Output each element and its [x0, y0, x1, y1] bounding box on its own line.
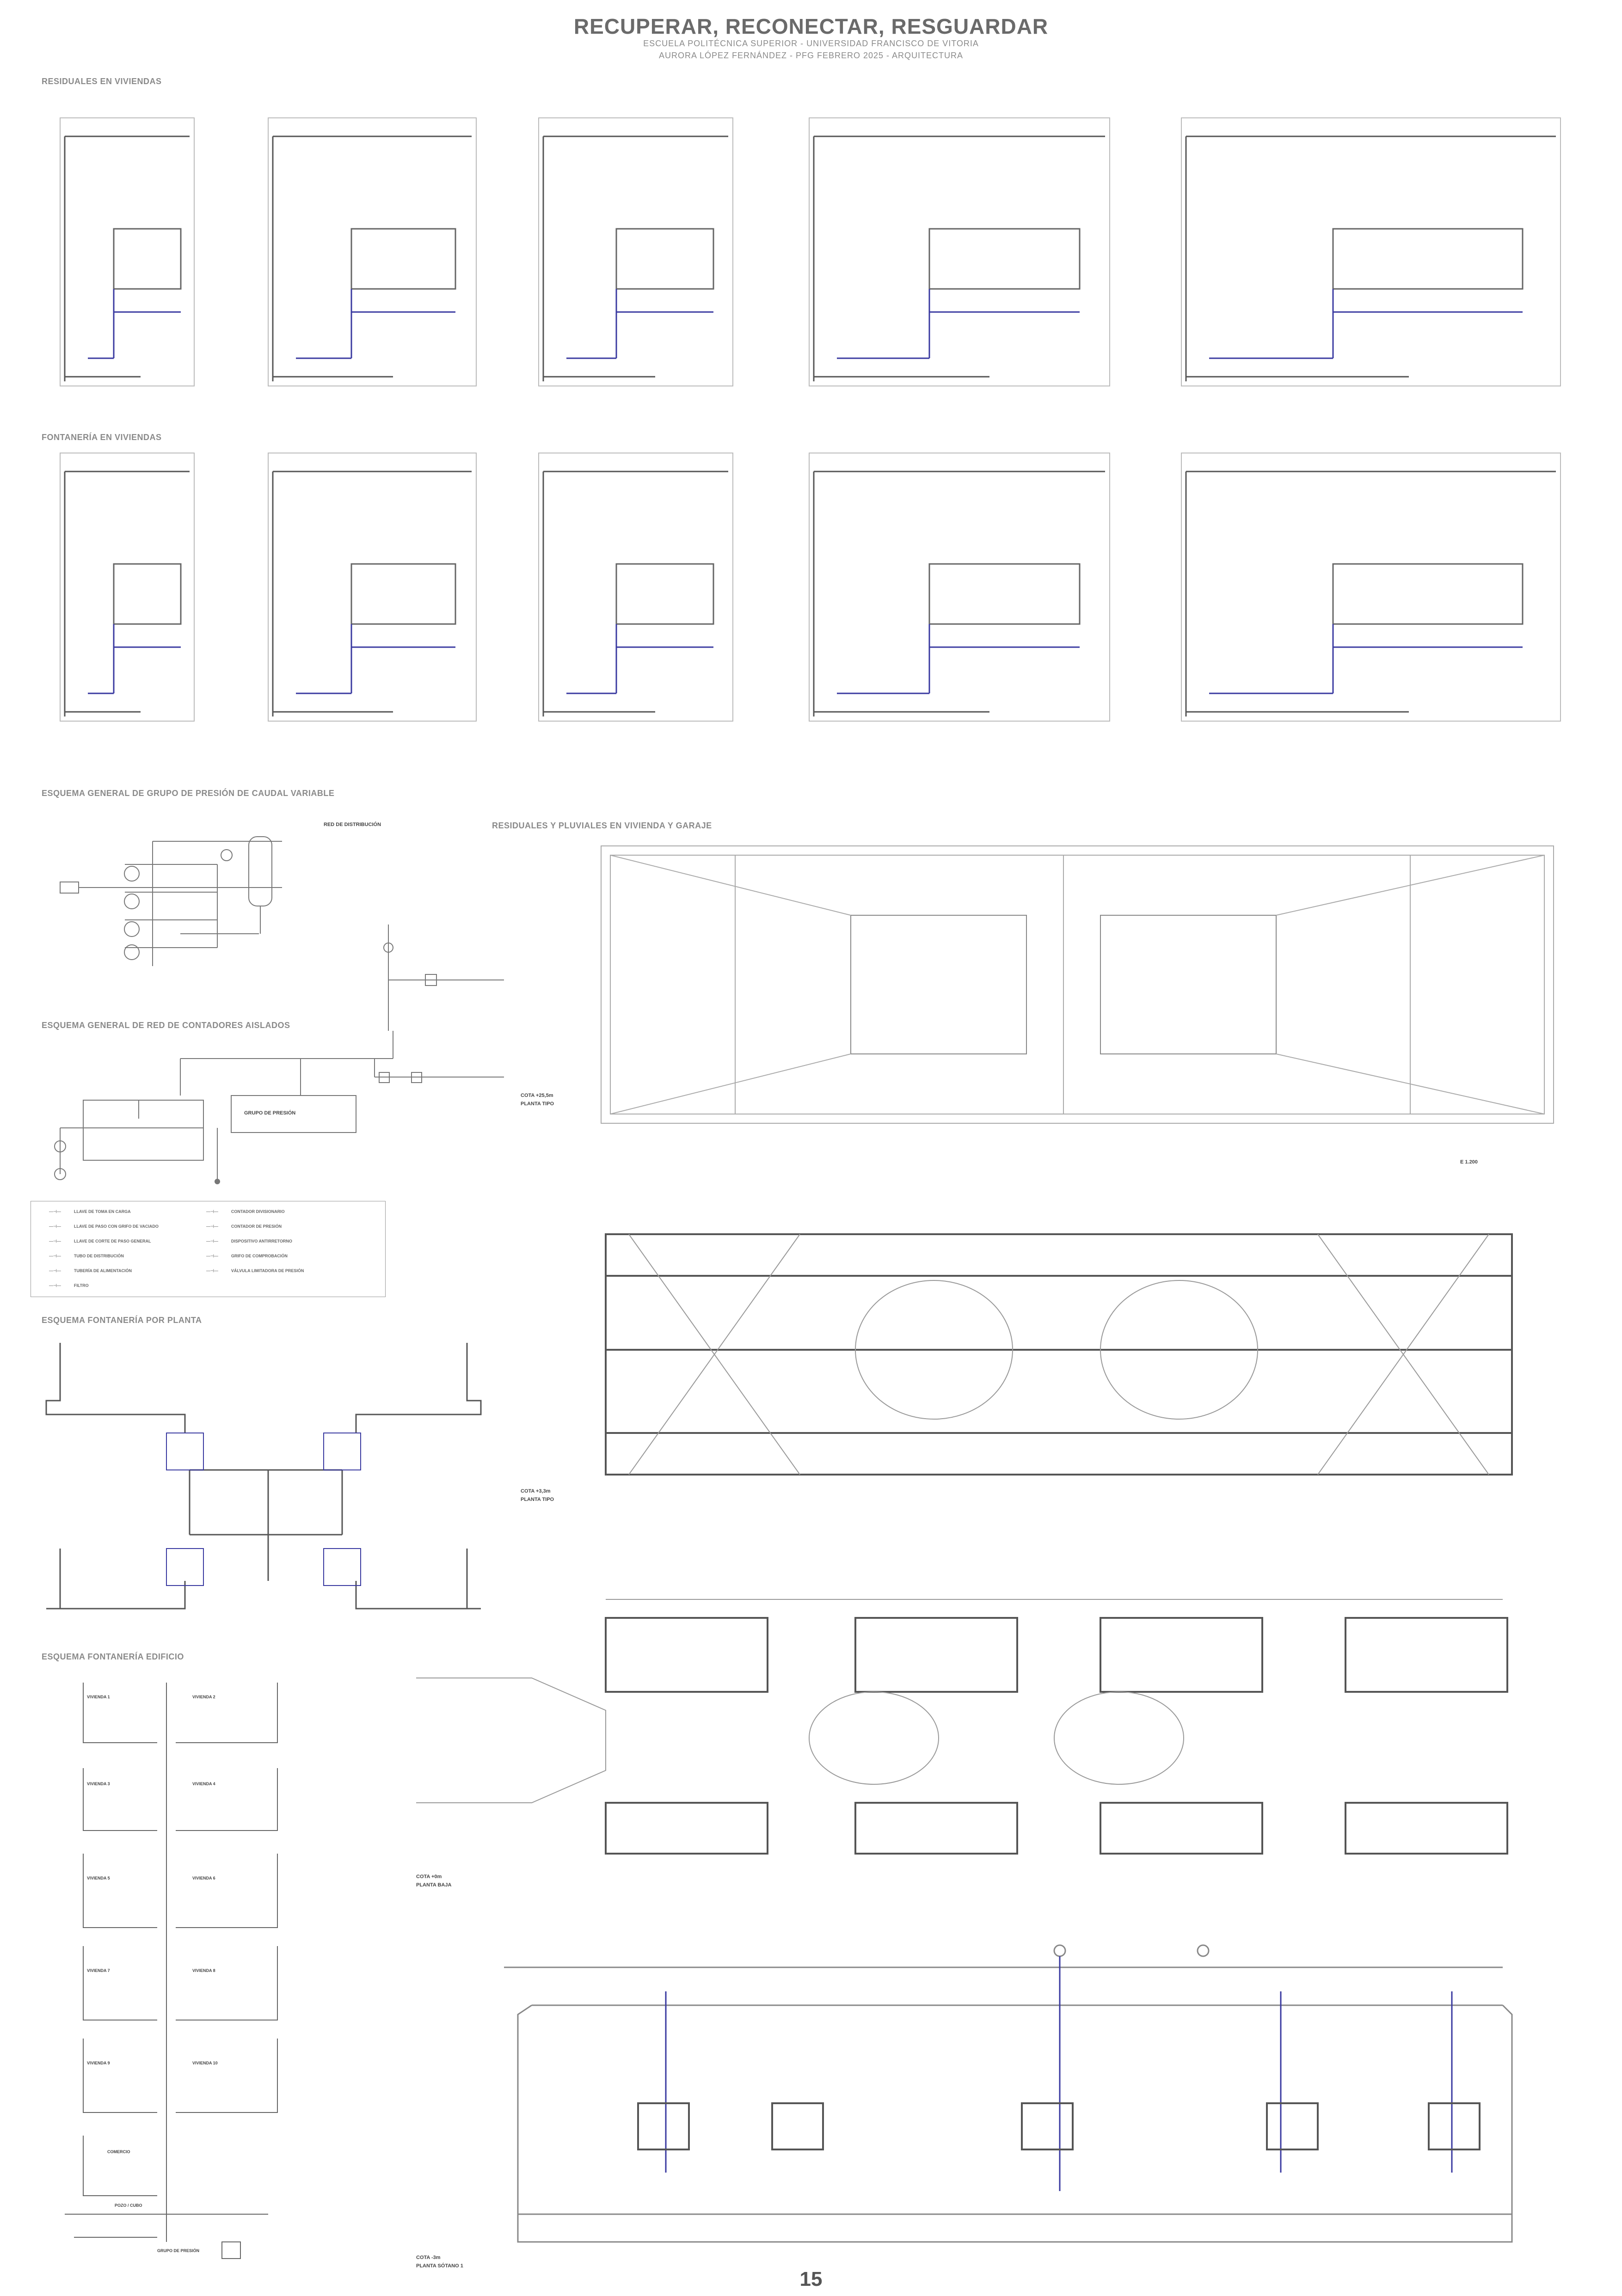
vivienda-label: VIVIENDA 7: [87, 1968, 110, 1973]
legend-item: [49, 1254, 124, 1259]
plan-planta-tipo: [601, 1225, 1526, 1493]
legend-label: FILTRO: [74, 1283, 89, 1288]
label-planta-baja: PLANTA BAJA: [416, 1882, 452, 1888]
legend-symbol: —⊣—: [206, 1239, 218, 1243]
section-residuales-viviendas: RESIDUALES EN VIVIENDAS: [42, 77, 162, 86]
section-fontaneria-viviendas: FONTANERÍA EN VIVIENDAS: [42, 433, 162, 442]
legend-symbol: —⊣—: [206, 1224, 218, 1229]
vivienda-label: VIVIENDA 8: [192, 1968, 215, 1973]
plan-cubierta: [596, 841, 1558, 1128]
plan-room: [616, 564, 713, 624]
legend-label: LLAVE DE CORTE DE PASO GENERAL: [74, 1239, 151, 1243]
vivienda-label: VIVIENDA 2: [192, 1695, 215, 1699]
label-escala: E 1.200: [1460, 1159, 1478, 1165]
legend-item: [49, 1283, 89, 1288]
legend-label: DISPOSITIVO ANTIRRETORNO: [231, 1239, 292, 1243]
plan-frame: [268, 453, 476, 721]
section-residuales-pluviales: RESIDUALES Y PLUVIALES EN VIVIENDA Y GARAJE: [492, 821, 712, 830]
vivienda-label: VIVIENDA 9: [87, 2061, 110, 2065]
plan-room: [929, 564, 1080, 624]
plan-room: [114, 564, 181, 624]
legend-label: CONTADOR DE PRESIÓN: [231, 1224, 282, 1229]
plan-frame: [809, 453, 1110, 721]
legend-item: [49, 1239, 151, 1244]
plan-room: [1333, 564, 1523, 624]
fontaneria-plans: [0, 0, 1622, 786]
label-cota-cubierta: COTA +25,5m: [521, 1093, 553, 1098]
label-cota-tipo: COTA +3,3m: [521, 1488, 551, 1494]
label-cota-baja: COTA +0m: [416, 1874, 442, 1880]
plan-frame: [539, 453, 733, 721]
legend-item: [49, 1209, 131, 1214]
vivienda-label: VIVIENDA 10: [192, 2061, 218, 2065]
legend-item: [49, 1224, 159, 1229]
legend-symbol: —⊣—: [49, 1224, 61, 1229]
subtitle-school: ESCUELA POLITÉCNICA SUPERIOR - UNIVERSIDAD FRANCISCO DE VITORIA: [643, 39, 979, 48]
vivienda-label: VIVIENDA 3: [87, 1782, 110, 1786]
legend-symbol: —⊣—: [49, 1283, 61, 1288]
label-cota-sotano: COTA -3m: [416, 2255, 441, 2260]
vivienda-label: VIVIENDA 1: [87, 1695, 110, 1699]
legend-label: LLAVE DE TOMA EN CARGA: [74, 1209, 131, 1214]
legend-symbol: —⊣—: [49, 1254, 61, 1258]
legend-item: [206, 1268, 304, 1274]
section-grupo-presion: ESQUEMA GENERAL DE GRUPO DE PRESIÓN DE CAUDAL VARIABLE: [42, 789, 335, 798]
legend-symbol: —⊣—: [206, 1209, 218, 1214]
legend-list: [31, 1201, 385, 1296]
legend-item: [206, 1224, 282, 1229]
plan-planta-baja: [412, 1586, 1521, 1863]
legend-label: CONTADOR DIVISIONARIO: [231, 1209, 285, 1214]
vivienda-label: VIVIENDA 5: [87, 1876, 110, 1880]
plan-room: [351, 564, 455, 624]
legend-label: LLAVE DE PASO CON GRIFO DE VACIADO: [74, 1224, 159, 1229]
page-title: RECUPERAR, RECONECTAR, RESGUARDAR: [573, 14, 1049, 38]
label-planta-cubierta: PLANTA TIPO: [521, 1101, 554, 1107]
legend-symbol: —⊣—: [49, 1239, 61, 1243]
label-planta-sotano: PLANTA SÓTANO 1: [416, 2263, 463, 2269]
legend-symbol: —⊣—: [49, 1268, 61, 1273]
legend-symbol: —⊣—: [206, 1268, 218, 1273]
legend-label: TUBERÍA DE ALIMENTACIÓN: [74, 1268, 132, 1273]
legend-symbol: —⊣—: [49, 1209, 61, 1214]
vivienda-label: VIVIENDA 4: [192, 1782, 215, 1786]
label-grupo-presion-box: GRUPO DE PRESIÓN: [244, 1110, 296, 1116]
label-grupo-presion-bottom: GRUPO DE PRESIÓN: [157, 2248, 200, 2253]
subtitle-author: AURORA LÓPEZ FERNÁNDEZ - PFG FEBRERO 2025 - ARQUITECTURA: [658, 51, 964, 60]
section-fontaneria-planta: ESQUEMA FONTANERÍA POR PLANTA: [42, 1316, 202, 1325]
label-red-distribucion: RED DE DISTRIBUCIÓN: [324, 822, 381, 827]
label-planta-tipo: PLANTA TIPO: [521, 1497, 554, 1502]
label-comercio: COMERCIO: [107, 2149, 130, 2154]
fontaneria-edificio-schema: [46, 1664, 305, 2265]
legend-symbol: —⊣—: [206, 1254, 218, 1258]
plan-frame: [1181, 453, 1561, 721]
plan-frame: [60, 453, 194, 721]
section-red-contadores: ESQUEMA GENERAL DE RED DE CONTADORES AISLADOS: [42, 1021, 290, 1030]
legend-label: TUBO DE DISTRIBUCIÓN: [74, 1254, 124, 1258]
section-fontaneria-edificio: ESQUEMA FONTANERÍA EDIFICIO: [42, 1652, 184, 1661]
legend-item: [206, 1209, 285, 1214]
legend-item: [49, 1268, 132, 1274]
legend-item: [206, 1254, 288, 1259]
red-contadores-schema: [42, 925, 569, 1183]
legend-item: [206, 1239, 292, 1244]
legend-label: GRIFO DE COMPROBACIÓN: [231, 1254, 288, 1258]
label-pozo-cubo: POZO / CUBO: [115, 2203, 142, 2208]
vivienda-label: VIVIENDA 6: [192, 1876, 215, 1880]
page-number: 15: [799, 2268, 823, 2290]
legend-label: VÁLVULA LIMITADORA DE PRESIÓN: [231, 1268, 304, 1273]
plan-planta-sotano: [412, 1895, 1521, 2247]
